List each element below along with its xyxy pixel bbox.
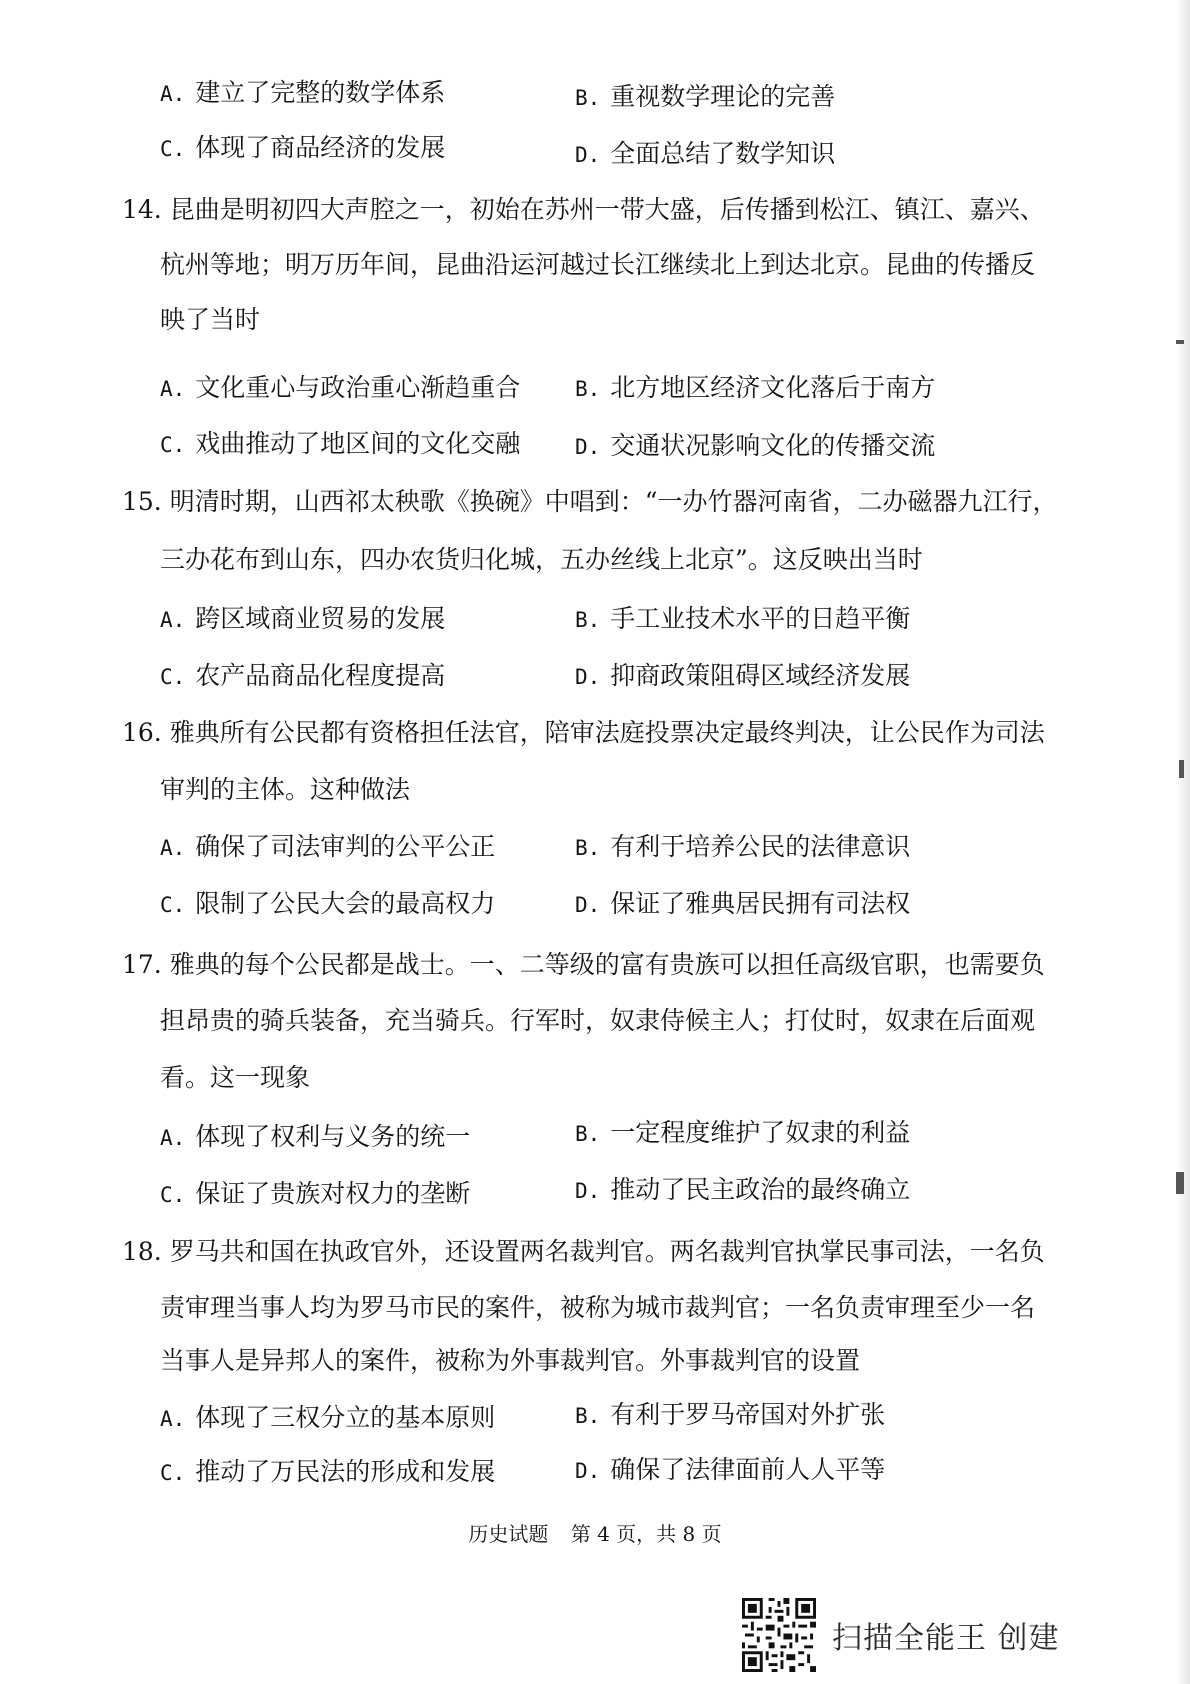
q16-stem-line: 审判的主体。这种做法 <box>160 775 411 804</box>
q14-stem-line: 14. 昆曲是明初四大声腔之一，初始在苏州一带大盛，后传播到松江、镇江、嘉兴、 <box>122 195 1045 224</box>
option-letter: C. <box>160 1461 186 1485</box>
option-letter: D. <box>575 1179 601 1203</box>
option-text: 保证了贵族对权力的垄断 <box>195 1179 471 1208</box>
q18-option-d <box>575 1455 885 1486</box>
option-text: 保证了雅典居民拥有司法权 <box>610 889 911 918</box>
option-text: 确保了法律面前人人平等 <box>610 1455 886 1484</box>
option-letter: B. <box>575 1404 601 1428</box>
scanner-watermark <box>742 1596 1060 1674</box>
footer-subject: 历史试题 <box>468 1522 549 1546</box>
option-letter: C. <box>160 433 186 457</box>
page-footer <box>0 1521 1190 1547</box>
q17-stem-line: 看。这一现象 <box>160 1063 311 1092</box>
option-letter: D. <box>575 665 601 689</box>
q18-option-b <box>575 1400 885 1431</box>
option-text: 建立了完整的数学体系 <box>195 78 446 107</box>
qr-code-icon <box>742 1598 816 1672</box>
option-letter: D. <box>575 893 601 917</box>
option-letter: B. <box>575 86 601 110</box>
q13-option-b <box>575 82 835 113</box>
option-letter: C. <box>160 665 186 689</box>
q16-option-b <box>575 832 910 863</box>
option-letter: B. <box>575 608 601 632</box>
option-text: 北方地区经济文化落后于南方 <box>610 373 936 402</box>
q18-option-c <box>160 1457 495 1488</box>
q15-option-c <box>160 661 445 692</box>
q14-stem-line: 映了当时 <box>160 305 261 334</box>
q17-option-a <box>160 1122 470 1153</box>
q18-option-a <box>160 1403 495 1434</box>
q14-stem-line: 杭州等地；明万历年间，昆曲沿运河越过长江继续北上到达北京。昆曲的传播反 <box>160 250 1036 279</box>
q18-stem-line: 18. 罗马共和国在执政官外，还设置两名裁判官。两名裁判官执掌民事司法，一名负 <box>122 1237 1045 1266</box>
q17-option-b <box>575 1118 910 1149</box>
option-letter: A. <box>160 1407 186 1431</box>
option-letter: D. <box>575 1459 601 1483</box>
q17-stem-line: 17. 雅典的每个公民都是战士。一、二等级的富有贵族可以担任高级官职，也需要负 <box>122 950 1045 979</box>
option-letter: A. <box>160 608 186 632</box>
option-text: 推动了民主政治的最终确立 <box>610 1175 911 1204</box>
scan-edge <box>1176 0 1190 1684</box>
scan-mark <box>1179 760 1184 778</box>
option-letter: C. <box>160 893 186 917</box>
option-text: 抑商政策阻碍区域经济发展 <box>610 661 911 690</box>
q15-stem-line: 15. 明清时期，山西祁太秧歌《换碗》中唱到：“一办竹器河南省，二办磁器九江行， <box>122 487 1058 516</box>
option-text: 全面总结了数学知识 <box>610 139 836 168</box>
q14-option-c <box>160 429 520 460</box>
option-text: 一定程度维护了奴隶的利益 <box>610 1118 911 1147</box>
option-text: 手工业技术水平的日趋平衡 <box>610 604 911 633</box>
option-letter: D. <box>575 143 601 167</box>
option-text: 戏曲推动了地区间的文化交融 <box>195 429 521 458</box>
option-text: 跨区域商业贸易的发展 <box>195 604 446 633</box>
option-text: 体现了三权分立的基本原则 <box>195 1403 496 1432</box>
q18-stem-line: 责审理当事人均为罗马市民的案件，被称为城市裁判官；一名负责审理至少一名 <box>160 1293 1036 1322</box>
q17-option-c <box>160 1179 470 1210</box>
q13-option-d <box>575 139 835 170</box>
q13-option-c <box>160 133 445 164</box>
option-text: 确保了司法审判的公平公正 <box>195 832 496 861</box>
option-letter: C. <box>160 137 186 161</box>
option-text: 农产品商品化程度提高 <box>195 661 446 690</box>
option-text: 重视数学理论的完善 <box>610 82 836 111</box>
option-text: 体现了商品经济的发展 <box>195 133 446 162</box>
option-text: 有利于罗马帝国对外扩张 <box>610 1400 886 1429</box>
option-letter: A. <box>160 82 186 106</box>
option-letter: B. <box>575 836 601 860</box>
option-letter: B. <box>575 1122 601 1146</box>
q16-option-d <box>575 889 910 920</box>
q16-stem-line: 16. 雅典所有公民都有资格担任法官，陪审法庭投票决定最终判决，让公民作为司法 <box>122 718 1045 747</box>
option-letter: A. <box>160 1126 186 1150</box>
option-text: 有利于培养公民的法律意识 <box>610 832 911 861</box>
scan-mark <box>1176 1172 1184 1194</box>
option-letter: C. <box>160 1183 186 1207</box>
q14-option-a <box>160 373 520 404</box>
option-text: 限制了公民大会的最高权力 <box>195 889 496 918</box>
q18-stem-line: 当事人是异邦人的案件，被称为外事裁判官。外事裁判官的设置 <box>160 1346 861 1375</box>
q14-option-b <box>575 373 935 404</box>
option-text: 交通状况影响文化的传播交流 <box>610 431 936 460</box>
option-letter: D. <box>575 435 601 459</box>
q17-stem-line: 担昂贵的骑兵装备，充当骑兵。行军时，奴隶侍候主人；打仗时，奴隶在后面观 <box>160 1006 1036 1035</box>
option-letter: B. <box>575 377 601 401</box>
q15-option-a <box>160 604 445 635</box>
q16-option-c <box>160 889 495 920</box>
option-text: 文化重心与政治重心渐趋重合 <box>195 373 521 402</box>
scan-mark <box>1176 340 1184 344</box>
q16-option-a <box>160 832 495 863</box>
option-letter: A. <box>160 836 186 860</box>
option-text: 推动了万民法的形成和发展 <box>195 1457 496 1486</box>
option-letter: A. <box>160 377 186 401</box>
q13-option-a <box>160 78 445 109</box>
q17-option-d <box>575 1175 910 1206</box>
q15-stem-line: 三办花布到山东，四办农货归化城，五办丝线上北京”。这反映出当时 <box>160 545 923 574</box>
watermark-text: 扫描全能王 创建 <box>832 1621 1060 1656</box>
option-text: 体现了权利与义务的统一 <box>195 1122 471 1151</box>
footer-page-number: 第 4 页，共 8 页 <box>570 1522 722 1546</box>
q15-option-d <box>575 661 910 692</box>
q14-option-d <box>575 431 935 462</box>
q15-option-b <box>575 604 910 635</box>
